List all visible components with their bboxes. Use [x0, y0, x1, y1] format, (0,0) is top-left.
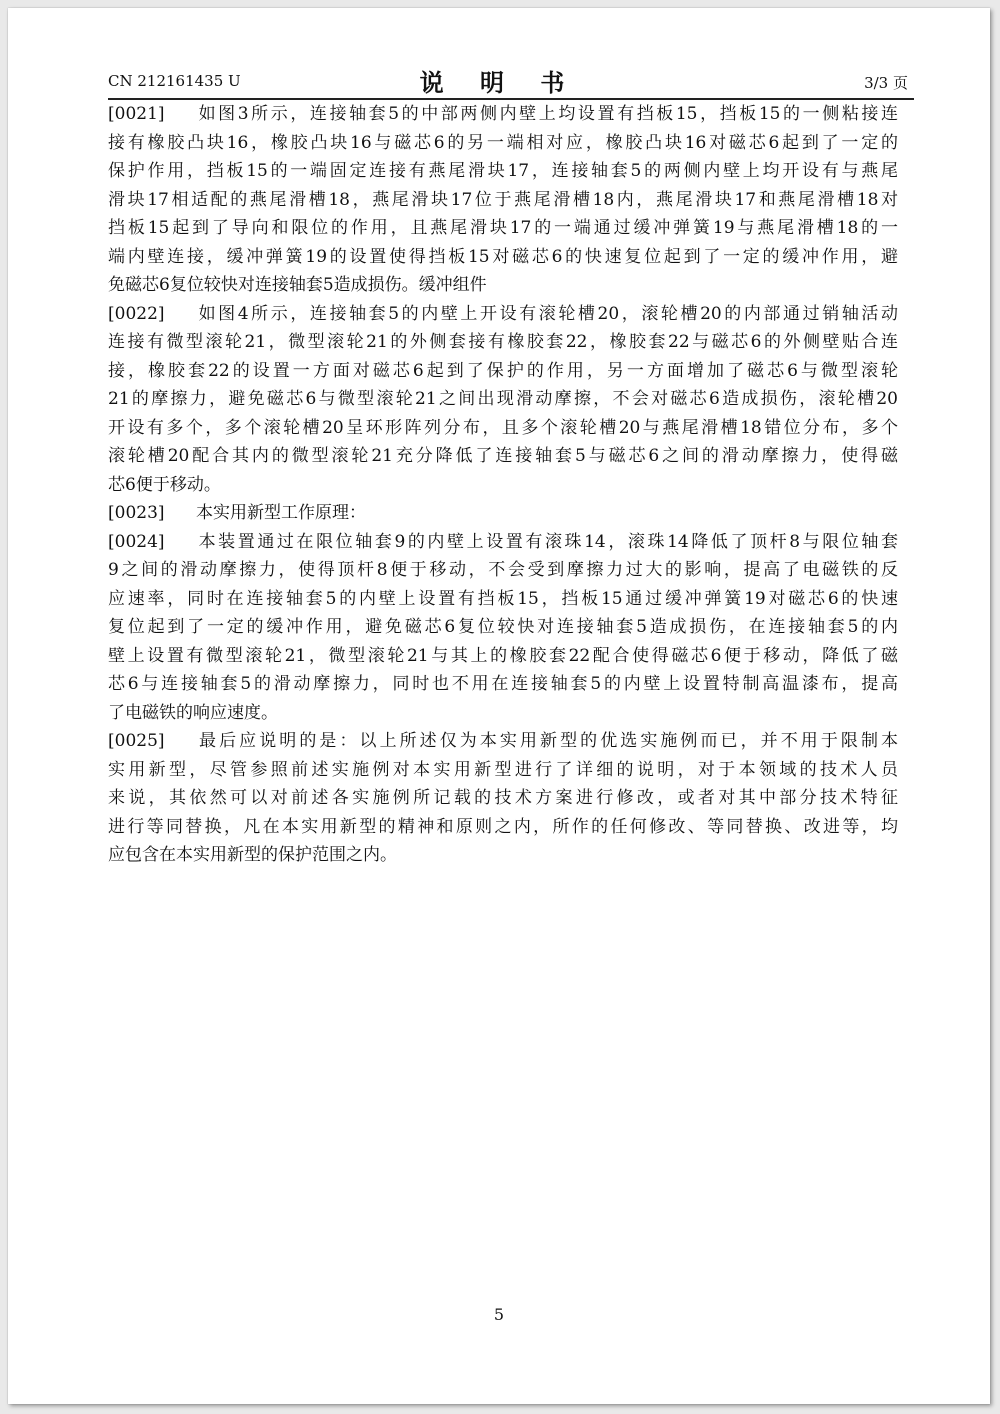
paragraph-line	[108, 414, 898, 443]
paragraph-text: 实用新型，尽管参照前述实施例对本实用新型进行了详细的说明，对于本领域的技术人员	[108, 759, 898, 780]
paragraph	[108, 300, 898, 500]
page-number: 5	[493, 1305, 505, 1324]
paragraph	[108, 528, 898, 728]
paragraph-text: 进行等同替换，凡在本实用新型的精神和原则之内，所作的任何修改、等同替换、改进等，均	[108, 816, 898, 837]
paragraph-number: [0024]	[108, 531, 165, 552]
paragraph-line	[108, 528, 898, 557]
paragraph-text: 滚轮槽20配合其内的微型滚轮21充分降低了连接轴套5与磁芯6之间的滑动摩擦力，使得磁	[108, 446, 898, 466]
paragraph-text: 端内壁连接，缓冲弹簧19的设置使得挡板15对磁芯6的快速复位起到了一定的缓冲作用，避	[108, 246, 898, 267]
paragraph-text: 应速率，同时在连接轴套5的内壁上设置有挡板15，挡板15通过缓冲弹簧19对磁芯6的快速	[108, 588, 898, 609]
paragraph-number: [0023]	[108, 503, 165, 523]
paragraph-line	[108, 243, 898, 272]
paragraph-line	[108, 186, 898, 215]
paragraph-text: 免磁芯6复位较快对连接轴套5造成损伤。缓冲组件	[108, 275, 487, 295]
paragraph-line	[108, 727, 898, 756]
paragraph-line	[108, 642, 898, 671]
paragraph-text: 了电磁铁的响应速度。	[108, 702, 278, 723]
paragraph-line	[108, 499, 898, 528]
paragraph	[108, 499, 898, 528]
paragraph-line	[108, 471, 898, 500]
paragraph-line	[108, 613, 898, 642]
paragraph-line	[108, 385, 898, 414]
paragraph-text: 应包含在本实用新型的保护范围之内。	[108, 845, 397, 865]
paragraph-text: 壁上设置有微型滚轮21，微型滚轮21与其上的橡胶套22配合使得磁芯6便于移动，降低了磁	[108, 645, 898, 666]
paragraph-line	[108, 841, 898, 870]
paragraph-text: 本实用新型工作原理：	[196, 503, 366, 523]
paragraph-line	[108, 129, 898, 158]
paragraph-line	[108, 699, 898, 728]
paragraph-text: 复位起到了一定的缓冲作用，避免磁芯6复位较快对连接轴套5造成损伤，在连接轴套5的内	[108, 617, 898, 637]
paragraph-line	[108, 357, 898, 386]
paragraph-line	[108, 300, 898, 329]
document-page	[8, 8, 990, 1404]
paragraph-line	[108, 585, 898, 614]
paragraph-line	[108, 100, 898, 129]
paragraph-text: 连接有微型滚轮21，微型滚轮21的外侧套接有橡胶套22，橡胶套22与磁芯6的外侧壁贴合连	[108, 332, 898, 352]
paragraph-text: 芯6便于移动。	[108, 474, 221, 495]
paragraph-line	[108, 157, 898, 186]
paragraph-number: [0021]	[108, 104, 165, 124]
page-info: 3/3 页	[864, 74, 908, 92]
paragraph-text: 本装置通过在限位轴套9的内壁上设置有滚珠14，滚珠14降低了顶杆8与限位轴套	[196, 531, 898, 552]
paragraph-text: 滑块17相适配的燕尾滑槽18，燕尾滑块17位于燕尾滑槽18内，燕尾滑块17和燕尾滑槽18对	[108, 189, 898, 210]
paragraph-line	[108, 670, 898, 699]
paragraph-text: 21的摩擦力，避免磁芯6与微型滚轮21之间出现滑动摩擦，不会对磁芯6造成损伤，滚轮槽20	[108, 389, 898, 409]
paragraph-text: 保护作用，挡板15的一端固定连接有燕尾滑块17，连接轴套5的两侧内壁上均开设有与燕尾	[108, 161, 898, 181]
paragraph	[108, 100, 898, 300]
paragraph-line	[108, 328, 898, 357]
paragraph-text: 开设有多个，多个滚轮槽20呈环形阵列分布，且多个滚轮槽20与燕尾滑槽18错位分布，多个	[108, 417, 898, 438]
document-body	[108, 100, 898, 870]
paragraph-line	[108, 556, 898, 585]
paragraph-text: 如图3所示，连接轴套5的中部两侧内壁上均设置有挡板15，挡板15的一侧粘接连	[196, 104, 898, 124]
paragraph-number: [0022]	[108, 303, 165, 324]
paragraph	[108, 727, 898, 870]
paragraph-text: 挡板15起到了导向和限位的作用，且燕尾滑块17的一端通过缓冲弹簧19与燕尾滑槽18的一	[108, 218, 898, 238]
paragraph-line	[108, 813, 898, 842]
paragraph-text: 接有橡胶凸块16，橡胶凸块16与磁芯6的另一端相对应，橡胶凸块16对磁芯6起到了一定的	[108, 132, 898, 153]
paragraph-text: 芯6与连接轴套5的滑动摩擦力，同时也不用在连接轴套5的内壁上设置特制高温漆布，提高	[108, 674, 898, 694]
paragraph-line	[108, 271, 898, 300]
paragraph-number: [0025]	[108, 731, 165, 751]
paragraph-line	[108, 442, 898, 471]
paragraph-text: 如图4所示，连接轴套5的内壁上开设有滚轮槽20，滚轮槽20的内部通过销轴活动	[196, 303, 898, 324]
document-title: 说 明 书	[419, 68, 579, 97]
paragraph-text: 最后应说明的是：以上所述仅为本实用新型的优选实施例而已，并不用于限制本	[196, 731, 898, 751]
paragraph-line	[108, 756, 898, 785]
paragraph-line	[108, 214, 898, 243]
patent-number: CN 212161435 U	[108, 72, 241, 90]
paragraph-text: 来说，其依然可以对前述各实施例所记载的技术方案进行修改，或者对其中部分技术特征	[108, 788, 898, 808]
paragraph-line	[108, 784, 898, 813]
paragraph-text: 9之间的滑动摩擦力，使得顶杆8便于移动，不会受到摩擦力过大的影响，提高了电磁铁的反	[108, 560, 898, 580]
paragraph-text: 接，橡胶套22的设置一方面对磁芯6起到了保护的作用，另一方面增加了磁芯6与微型滚轮	[108, 360, 898, 381]
